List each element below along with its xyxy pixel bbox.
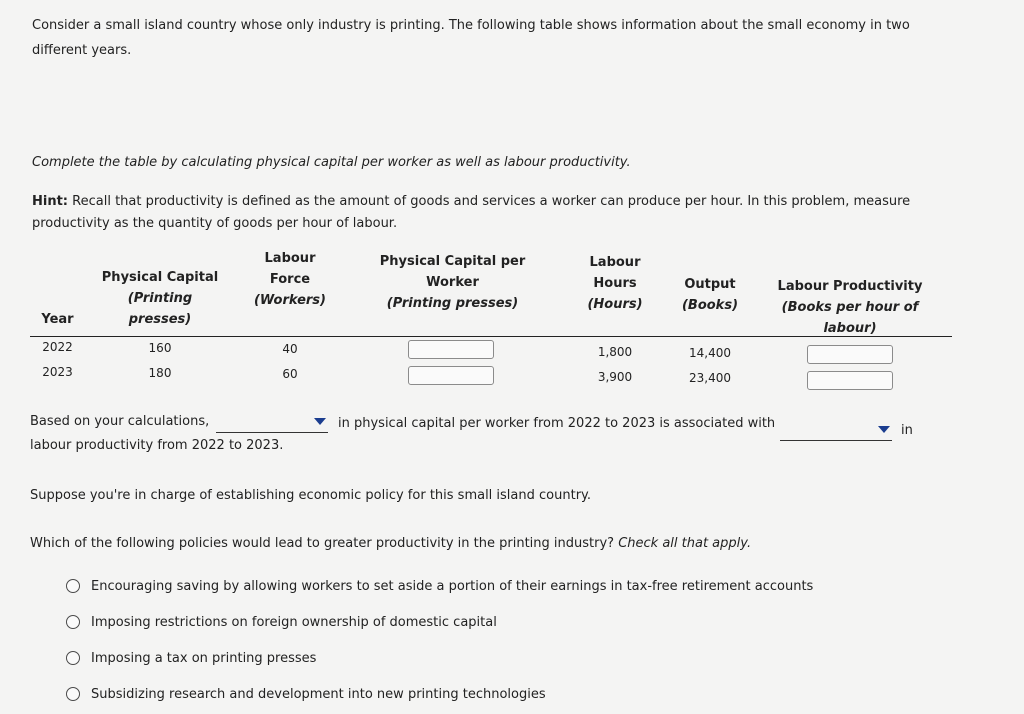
- header-hours-line-1: Labour: [589, 255, 641, 270]
- row-2023-capital: 180: [148, 366, 172, 380]
- header-cpw-line-3: (Printing presses): [386, 296, 519, 311]
- row-2023-output: 23,400: [689, 371, 731, 385]
- change-capital-dropdown[interactable]: [216, 412, 328, 433]
- header-capital-per-worker: [370, 251, 535, 314]
- header-physical-capital: [95, 267, 225, 330]
- header-productivity-line-1: Labour Productivity: [777, 279, 923, 294]
- header-cpw-line-2: Worker: [426, 275, 479, 290]
- row-2022-hours: 1,800: [597, 345, 633, 359]
- policy-intro: Suppose you're in charge of establishing economic policy for this small island country.: [30, 488, 592, 503]
- chevron-down-icon: [878, 426, 890, 433]
- analysis-line-2: labour productivity from 2022 to 2023.: [30, 438, 284, 453]
- header-productivity-line-2: (Books per hour of: [781, 300, 919, 315]
- header-labour-force: [245, 248, 335, 311]
- chevron-down-icon: [314, 418, 326, 425]
- option-label: Subsidizing research and development into new printing technologies: [91, 687, 546, 702]
- header-labour-force-line-1: Labour: [264, 251, 316, 266]
- capital-per-worker-2022-input[interactable]: [408, 340, 494, 359]
- row-2023-labour-force: 60: [282, 367, 298, 381]
- policy-question-text: Which of the following policies would lead to greater productivity in the printing industry?: [30, 536, 615, 551]
- header-capital-line-3: presses): [128, 312, 192, 327]
- header-labour-hours: [575, 252, 655, 315]
- row-2022-labour-force: 40: [282, 342, 298, 356]
- header-capital-line-2: (Printing: [127, 291, 193, 306]
- change-productivity-dropdown[interactable]: [780, 420, 892, 441]
- capital-per-worker-2023-input[interactable]: [408, 366, 494, 385]
- instruction-text: Complete the table by calculating physical capital per worker as well as labour productivity.: [32, 155, 631, 170]
- policy-question-instruction: Check all that apply.: [614, 536, 752, 551]
- header-cpw-line-1: Physical Capital per: [379, 254, 526, 269]
- analysis-middle: in physical capital per worker from 2022 to 2023 is associated with: [338, 416, 776, 431]
- option-checkbox[interactable]: [66, 615, 80, 629]
- header-labour-force-line-2: Force: [269, 272, 311, 287]
- row-2022-output: 14,400: [689, 346, 731, 360]
- intro-line-1: Consider a small island country whose only industry is printing. The following table shows information about the small economy in two: [32, 18, 910, 33]
- hint-text-1: Recall that productivity is defined as the amount of goods and services a worker can produce per hour. In this problem, measure: [68, 194, 911, 209]
- header-capital-line-1: Physical Capital: [101, 270, 219, 285]
- option-checkbox[interactable]: [66, 651, 80, 665]
- header-hours-line-3: (Hours): [587, 297, 643, 312]
- policy-question: [30, 534, 751, 554]
- header-labour-productivity: [765, 276, 935, 339]
- option-checkbox[interactable]: [66, 687, 80, 701]
- header-labour-force-line-3: (Workers): [253, 293, 326, 308]
- header-hours-line-2: Hours: [593, 276, 637, 291]
- table-header-rule: [30, 336, 952, 337]
- labour-productivity-2023-input[interactable]: [807, 371, 893, 390]
- intro-line-2: different years.: [32, 43, 132, 58]
- hint-line-2: productivity as the quantity of goods per hour of labour.: [32, 216, 398, 231]
- option-label: Imposing restrictions on foreign ownership of domestic capital: [91, 615, 497, 630]
- hint-label: Hint:: [32, 194, 69, 209]
- analysis-prefix: Based on your calculations,: [30, 414, 210, 429]
- labour-productivity-2022-input[interactable]: [807, 345, 893, 364]
- option-label: Encouraging saving by allowing workers to set aside a portion of their earnings in tax-free retirement accounts: [91, 579, 814, 594]
- header-output-line-1: Output: [684, 277, 736, 292]
- header-output: [670, 274, 750, 316]
- hint-line-1: [32, 192, 910, 212]
- header-year: Year: [41, 312, 74, 327]
- option-checkbox[interactable]: [66, 579, 80, 593]
- option-label: Imposing a tax on printing presses: [91, 651, 317, 666]
- row-2023-year: 2023: [42, 365, 73, 379]
- row-2022-year: 2022: [42, 340, 73, 354]
- header-productivity-line-3: labour): [823, 321, 877, 336]
- analysis-suffix: in: [901, 423, 913, 438]
- header-output-line-2: (Books): [681, 298, 739, 313]
- row-2023-hours: 3,900: [597, 370, 633, 384]
- row-2022-capital: 160: [148, 341, 172, 355]
